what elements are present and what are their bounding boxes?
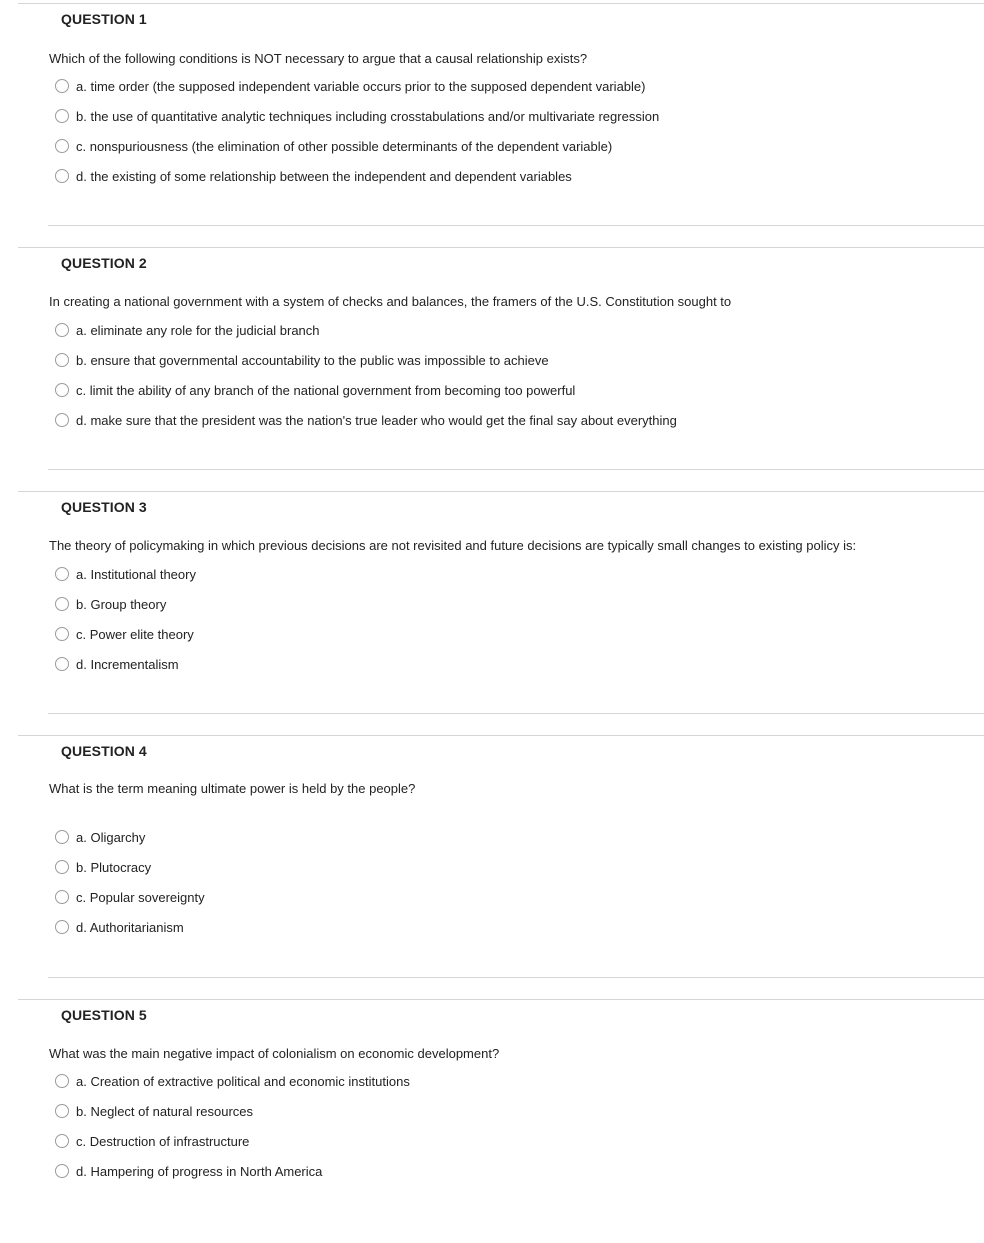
question-title: QUESTION 3 [61, 499, 147, 515]
radio-button[interactable] [55, 1164, 69, 1178]
divider [48, 977, 984, 978]
answer-option-label: b. the use of quantitative analytic techniques including crosstabulations and/or multivariate regression [76, 108, 660, 124]
radio-button[interactable] [55, 79, 69, 93]
answer-option-a[interactable] [55, 320, 320, 340]
radio-button[interactable] [55, 1134, 69, 1148]
radio-button[interactable] [55, 353, 69, 367]
answer-option-d[interactable] [55, 1161, 322, 1181]
answer-option-label: c. Popular sovereignty [76, 889, 205, 905]
divider [18, 491, 984, 492]
question-title: QUESTION 4 [61, 743, 147, 759]
answer-option-label: a. Creation of extractive political and economic institutions [76, 1073, 410, 1089]
answer-option-label: b. ensure that governmental accountability to the public was impossible to achieve [76, 352, 549, 368]
question-4 [0, 735, 984, 979]
question-text: What is the term meaning ultimate power is held by the people? [49, 781, 416, 796]
answer-option-label: b. Group theory [76, 596, 167, 612]
answer-option-label: d. Incrementalism [76, 656, 179, 672]
answer-option-c[interactable] [55, 624, 194, 644]
radio-button[interactable] [55, 323, 69, 337]
answer-option-d[interactable] [55, 166, 572, 186]
answer-option-d[interactable] [55, 654, 179, 674]
radio-button[interactable] [55, 1074, 69, 1088]
radio-button[interactable] [55, 109, 69, 123]
question-2 [0, 247, 984, 491]
divider [48, 713, 984, 714]
divider [18, 735, 984, 736]
question-1 [0, 3, 984, 247]
question-3 [0, 491, 984, 735]
answer-option-label: d. Authoritarianism [76, 919, 184, 935]
radio-button[interactable] [55, 413, 69, 427]
answer-option-label: c. nonspuriousness (the elimination of other possible determinants of the dependent variable) [76, 138, 613, 154]
answer-option-label: a. Oligarchy [76, 829, 146, 845]
divider [48, 469, 984, 470]
answer-option-label: c. limit the ability of any branch of the national government from becoming too powerful [76, 382, 576, 398]
answer-option-d[interactable] [55, 917, 184, 937]
answer-option-label: a. Institutional theory [76, 566, 196, 582]
question-title: QUESTION 1 [61, 11, 147, 27]
divider [18, 247, 984, 248]
answer-option-label: b. Plutocracy [76, 859, 152, 875]
answer-option-a[interactable] [55, 76, 645, 96]
radio-button[interactable] [55, 383, 69, 397]
answer-option-label: c. Power elite theory [76, 626, 194, 642]
divider [48, 225, 984, 226]
answer-option-label: a. eliminate any role for the judicial branch [76, 322, 320, 338]
answer-option-label: d. Hampering of progress in North America [76, 1163, 323, 1179]
radio-button[interactable] [55, 597, 69, 611]
answer-option-b[interactable] [55, 857, 151, 877]
answer-option-b[interactable] [55, 350, 549, 370]
answer-option-c[interactable] [55, 136, 612, 156]
question-5 [0, 999, 984, 1243]
radio-button[interactable] [55, 627, 69, 641]
question-text: In creating a national government with a system of checks and balances, the framers of the U.S. Constitution sought to [49, 294, 732, 309]
answer-option-b[interactable] [55, 594, 166, 614]
question-text: The theory of policymaking in which previous decisions are not revisited and future decisions are typically small changes to existing policy is: [49, 538, 857, 553]
answer-option-a[interactable] [55, 827, 145, 847]
answer-option-a[interactable] [55, 1071, 410, 1091]
answer-option-b[interactable] [55, 1101, 253, 1121]
radio-button[interactable] [55, 860, 69, 874]
answer-option-c[interactable] [55, 380, 575, 400]
question-text: What was the main negative impact of colonialism on economic development? [49, 1046, 500, 1061]
answer-option-c[interactable] [55, 887, 205, 907]
answer-option-label: d. the existing of some relationship between the independent and dependent variables [76, 168, 572, 184]
answer-option-label: a. time order (the supposed independent variable occurs prior to the supposed dependent variable) [76, 78, 646, 94]
radio-button[interactable] [55, 920, 69, 934]
radio-button[interactable] [55, 567, 69, 581]
answer-option-label: d. make sure that the president was the nation's true leader who would get the final say about everything [76, 412, 677, 428]
radio-button[interactable] [55, 890, 69, 904]
radio-button[interactable] [55, 139, 69, 153]
answer-option-d[interactable] [55, 410, 677, 430]
radio-button[interactable] [55, 657, 69, 671]
question-text: Which of the following conditions is NOT necessary to argue that a causal relationship exists? [49, 51, 588, 66]
answer-option-label: c. Destruction of infrastructure [76, 1133, 250, 1149]
question-title: QUESTION 2 [61, 255, 147, 271]
answer-option-a[interactable] [55, 564, 196, 584]
divider [18, 3, 984, 4]
radio-button[interactable] [55, 830, 69, 844]
answer-option-b[interactable] [55, 106, 659, 126]
answer-option-label: b. Neglect of natural resources [76, 1103, 254, 1119]
answer-option-c[interactable] [55, 1131, 249, 1151]
divider [18, 999, 984, 1000]
question-title: QUESTION 5 [61, 1007, 147, 1023]
radio-button[interactable] [55, 1104, 69, 1118]
radio-button[interactable] [55, 169, 69, 183]
